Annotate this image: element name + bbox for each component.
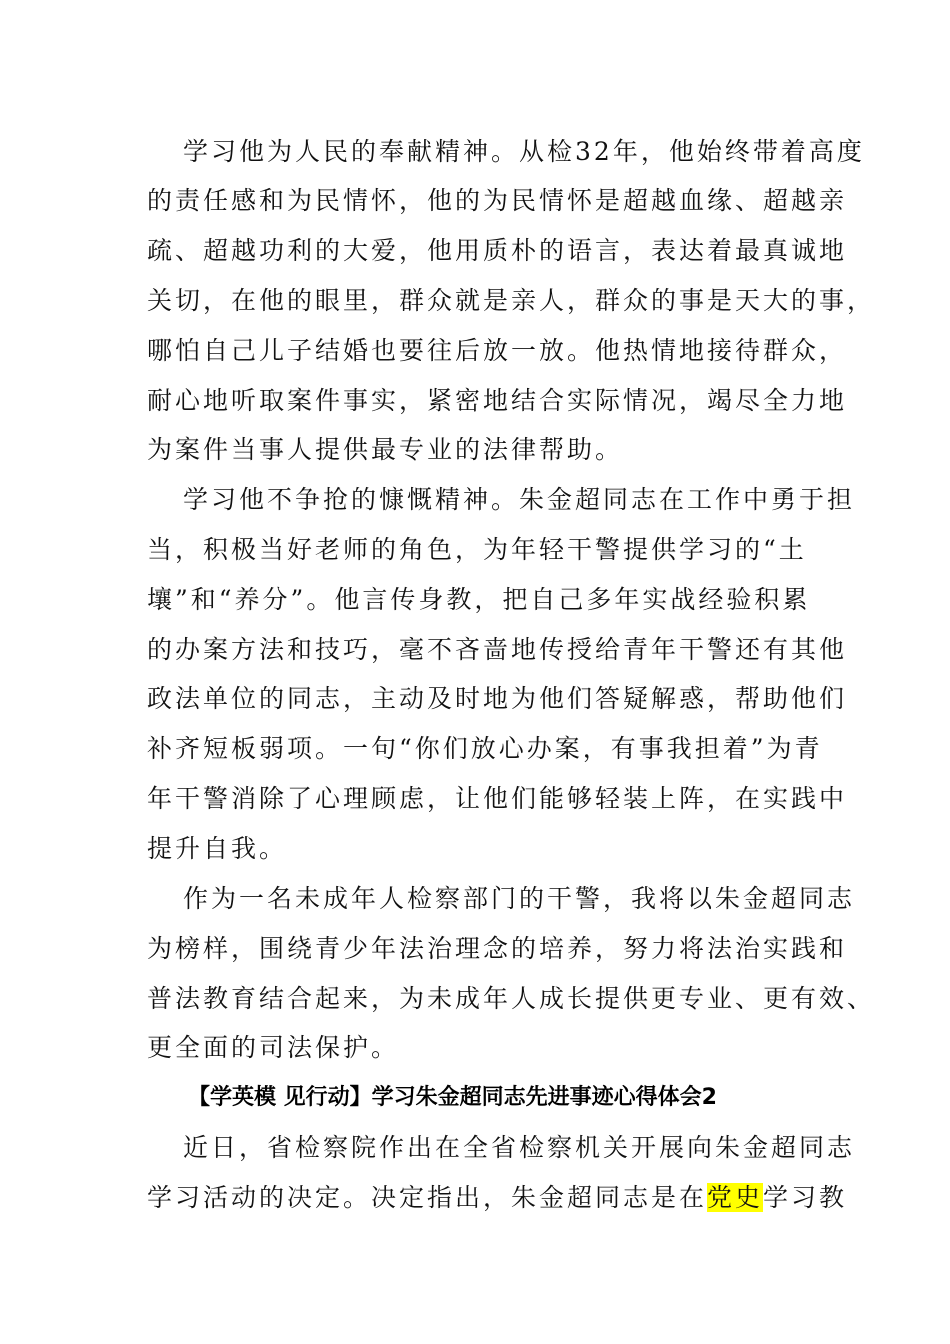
- paragraph-1-line-5: 哪怕自己儿子结婚也要往后放一放。他热情地接待群众，: [147, 336, 848, 365]
- paragraph-3-line-2: 为榜样，围绕青少年法治理念的培养，努力将法治实践和: [147, 934, 848, 963]
- paragraph-1-line-4: 关切，在他的眼里，群众就是亲人，群众的事是天大的事，: [147, 286, 876, 315]
- paragraph-4-line-2-start: 学习活动的决定。决定指出，朱金超同志是在: [147, 1183, 708, 1212]
- section-heading: 【学英模 见行动】学习朱金超同志先进事迹心得体会2: [188, 1085, 717, 1110]
- paragraph-3-line-3: 普法教育结合起来，为未成年人成长提供更专业、更有效、: [147, 984, 876, 1013]
- paragraph-4-line-2-end: 学习教: [763, 1183, 848, 1212]
- paragraph-2-line-2: 当，积极当好老师的角色，为年轻干警提供学习的“土: [147, 535, 807, 564]
- highlighted-text: 党史: [707, 1183, 764, 1212]
- paragraph-2-line-3: 壤”和“养分”。他言传身教，把自己多年实战经验积累: [147, 585, 811, 614]
- paragraph-3-line-4: 更全面的司法保护。: [147, 1033, 400, 1062]
- paragraph-1-line-7: 为案件当事人提供最专业的法律帮助。: [147, 435, 624, 464]
- paragraph-2-line-4: 的办案方法和技巧，毫不吝啬地传授给青年干警还有其他: [147, 635, 848, 664]
- paragraph-1-line-6: 耐心地听取案件事实，紧密地结合实际情况，竭尽全力地: [147, 386, 848, 415]
- paragraph-3-line-1: 作为一名未成年人检察部门的干警，我将以朱金超同志: [183, 884, 856, 913]
- paragraph-2-line-7: 年干警消除了心理顾虑，让他们能够轻装上阵，在实践中: [147, 784, 848, 813]
- paragraph-1-line-3: 疏、超越功利的大爱，他用质朴的语言，表达着最真诚地: [147, 236, 848, 265]
- paragraph-2-line-5: 政法单位的同志，主动及时地为他们答疑解惑，帮助他们: [147, 684, 848, 713]
- paragraph-2-line-8: 提升自我。: [147, 834, 288, 863]
- paragraph-1-line-1: 学习他为人民的奉献精神。从检32年，他始终带着高度: [183, 137, 865, 166]
- paragraph-4-line-2: [147, 1182, 848, 1214]
- paragraph-4-line-1: 近日，省检察院作出在全省检察机关开展向朱金超同志: [183, 1133, 856, 1162]
- paragraph-2-line-1: 学习他不争抢的慷慨精神。朱金超同志在工作中勇于担: [183, 485, 856, 514]
- paragraph-1-line-2: 的责任感和为民情怀，他的为民情怀是超越血缘、超越亲: [147, 186, 848, 215]
- paragraph-2-line-6: 补齐短板弱项。一句“你们放心办案，有事我担着”为青: [147, 734, 823, 763]
